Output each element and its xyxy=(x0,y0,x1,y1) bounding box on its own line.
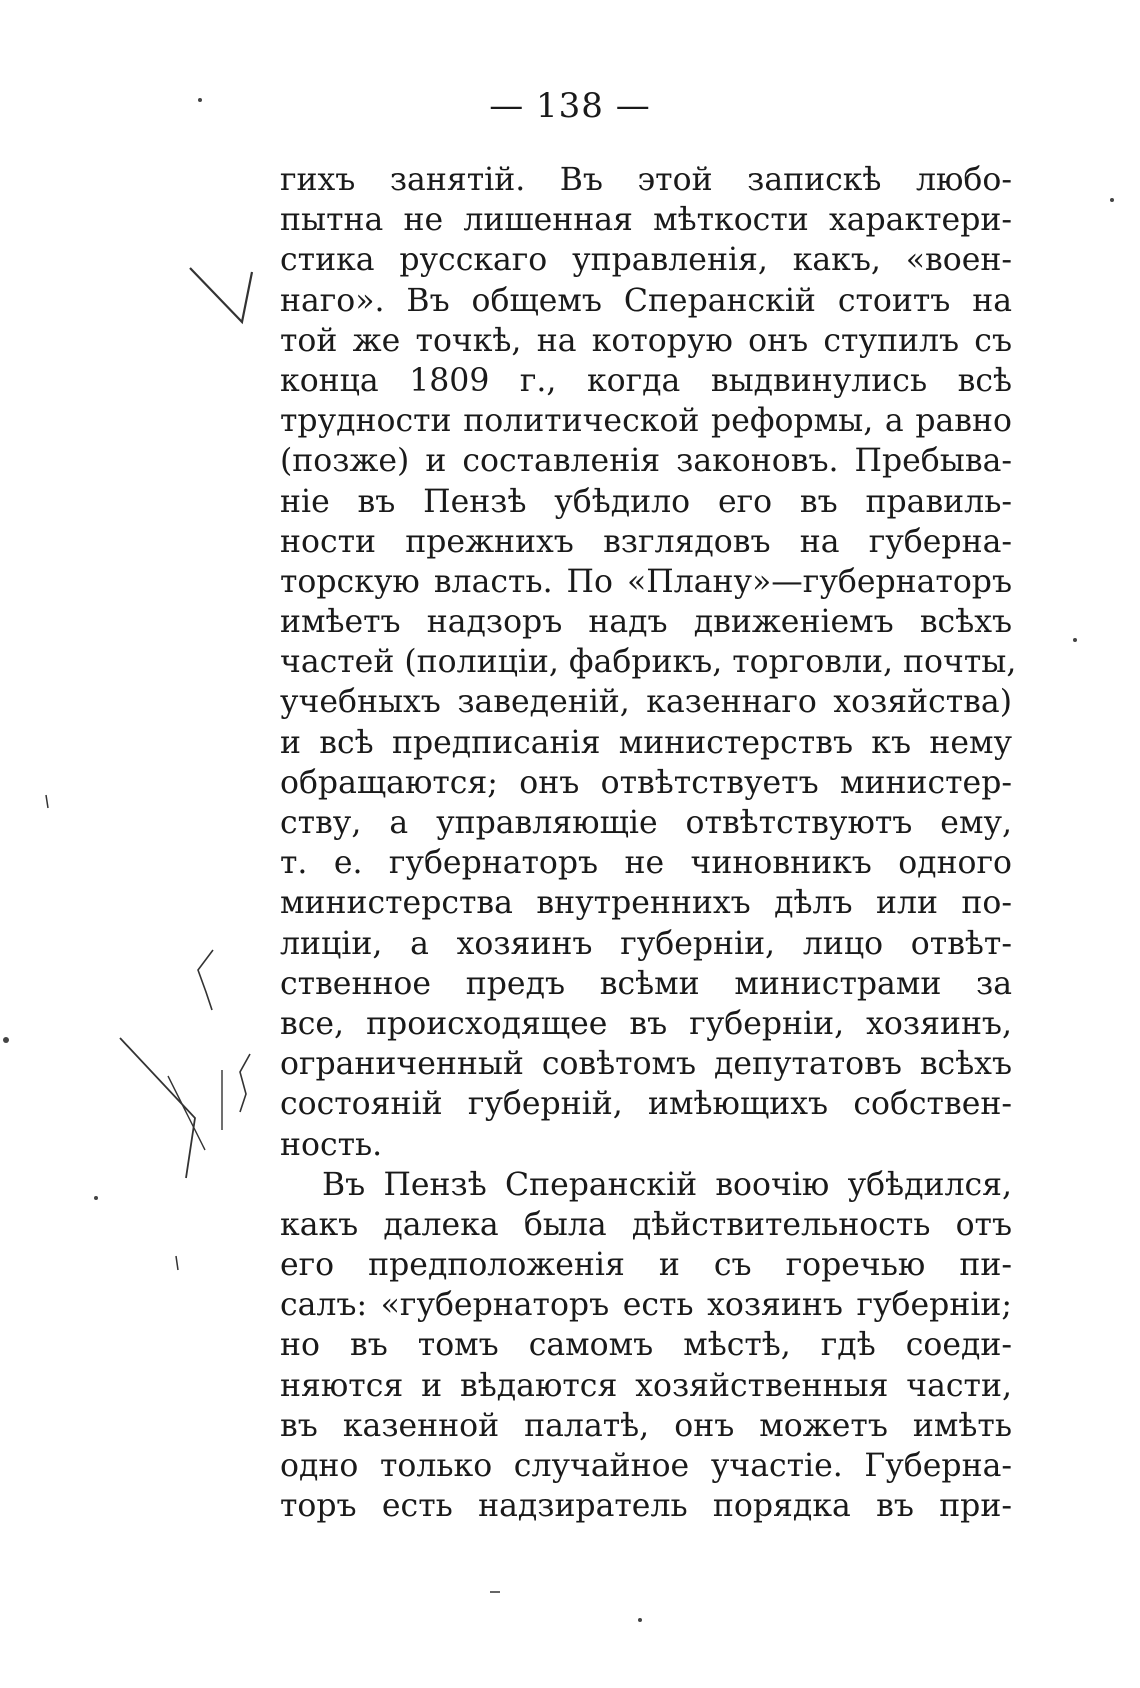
text-line: одно только случайное участіе. Губерна- xyxy=(280,1448,1012,1484)
text-line: стика русскаго управленія, какъ, «воен- xyxy=(280,242,1012,279)
text-line: няются и вѣдаются хозяйственныя части, xyxy=(280,1367,1012,1404)
speck-icon xyxy=(638,1618,642,1622)
text-line: частей (полиціи, фабрикъ, торговли, почты, xyxy=(280,644,1017,681)
text-line: какъ далека была дѣйствительность отъ xyxy=(280,1206,1012,1243)
text-line: ственное предъ всѣми министрами за xyxy=(280,965,1012,1002)
text-line: но въ томъ самомъ мѣстѣ, гдѣ соеди- xyxy=(280,1327,1012,1364)
text-line: гихъ занятій. Въ этой запискѣ любо- xyxy=(280,162,1012,198)
text-line: ству, а управляющіе отвѣтствуютъ ему, xyxy=(280,805,1012,841)
text-line: все, происходящее въ губерніи, хозяинъ, xyxy=(280,1005,1012,1042)
bracket-mark-icon xyxy=(198,950,213,1010)
body-text xyxy=(280,160,1017,1526)
text-line: въ казенной палатѣ, онъ можетъ имѣть xyxy=(280,1407,1012,1444)
speck-icon xyxy=(94,1196,98,1200)
text-line: т. е. губернаторъ не чиновникъ одного xyxy=(280,845,1012,882)
page-number: — 138 — xyxy=(489,86,651,126)
text-line: министерства внутреннихъ дѣлъ или по- xyxy=(280,885,1012,922)
check-mark-icon xyxy=(190,268,252,322)
text-line: (позже) и составленія законовъ. Пребыва- xyxy=(280,443,1012,480)
text-line: салъ: «губернаторъ есть хозяинъ губерніи; xyxy=(280,1287,1012,1324)
speck-icon xyxy=(46,795,48,808)
text-line: трудности политической реформы, а равно xyxy=(280,403,1012,440)
speck-icon xyxy=(176,1256,178,1270)
text-line: имѣетъ надзоръ надъ движеніемъ всѣхъ xyxy=(280,604,1012,641)
speck-icon xyxy=(1110,198,1114,202)
text-line: состояній губерній, имѣющихъ собствен- xyxy=(280,1086,1012,1123)
bracket-mark-icon xyxy=(240,1054,250,1112)
text-line: ности прежнихъ взглядовъ на губерна- xyxy=(280,523,1012,560)
text-line: и всѣ предписанія министерствъ къ нему xyxy=(280,724,1012,761)
text-line: ность. xyxy=(280,1126,383,1163)
text-line: торскую власть. По «Плану»—губернаторъ xyxy=(280,563,1012,600)
text-line: наго». Въ общемъ Сперанскій стоитъ на xyxy=(280,282,1012,319)
speck-icon xyxy=(3,1037,9,1043)
text-line: ограниченный совѣтомъ депутатовъ всѣхъ xyxy=(280,1046,1012,1083)
text-line: пытна не лишенная мѣткости характери- xyxy=(280,202,1012,239)
text-line: торъ есть надзиратель порядка въ при- xyxy=(280,1488,1012,1525)
text-line: обращаются; онъ отвѣтствуетъ министер- xyxy=(280,764,1012,801)
text-line: лиціи, а хозяинъ губерніи, лицо отвѣт- xyxy=(280,925,1012,962)
text-line: ніе въ Пензѣ убѣдило его въ правиль- xyxy=(280,483,1012,520)
text-line: той же точкѣ, на которую онъ ступилъ съ xyxy=(280,322,1012,359)
paragraph-start-line: Въ Пензѣ Сперанскій воочію убѣдился, xyxy=(322,1166,1012,1203)
text-line: его предположенія и съ горечью пи- xyxy=(280,1247,1012,1284)
large-check-mark-icon xyxy=(168,1076,205,1150)
large-check-mark-icon xyxy=(120,1038,195,1178)
text-line: конца 1809 г., когда выдвинулись всѣ xyxy=(280,362,1012,399)
text-line: учебныхъ заведеній, казеннаго хозяйства) xyxy=(280,684,1012,721)
speck-icon xyxy=(1073,638,1077,642)
